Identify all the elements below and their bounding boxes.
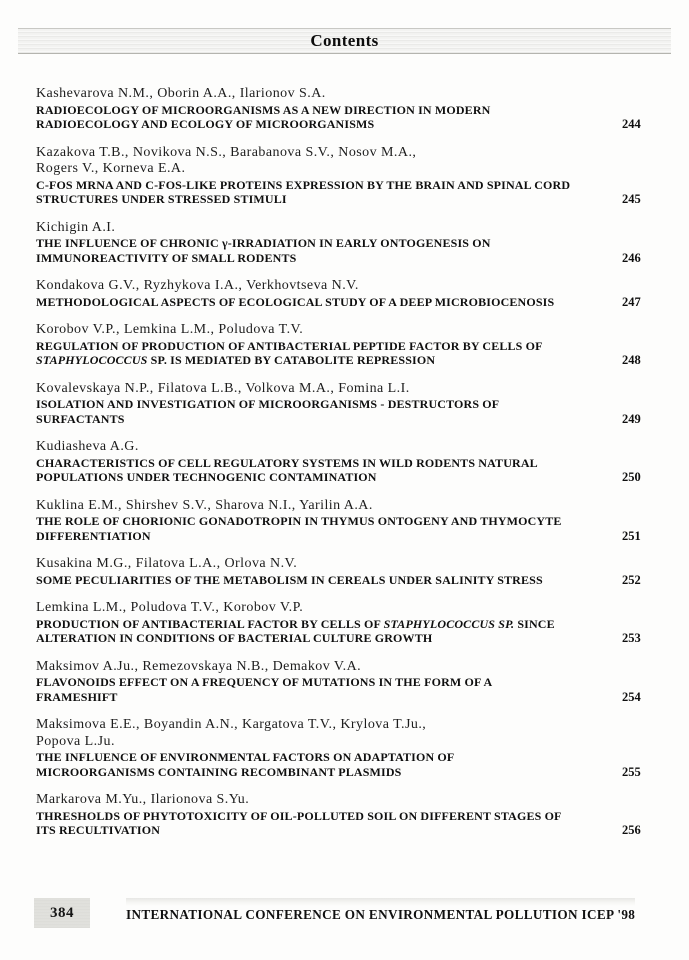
page-title: Contents <box>310 31 379 50</box>
toc-entry-page: 253 <box>622 631 641 645</box>
toc-title-line: FLAVONOIDS EFFECT ON A FREQUENCY OF MUTATIONS IN THE FORM OF A <box>36 675 493 689</box>
toc-entry-page: 248 <box>622 353 641 367</box>
toc-title-line: ALTERATION IN CONDITIONS OF BACTERIAL CULTURE GROWTH <box>36 631 433 645</box>
toc-entry-page: 246 <box>622 250 641 265</box>
toc-entry-title-row <box>36 750 661 779</box>
toc-author-line: Popova L.Ju. <box>36 733 115 749</box>
toc-title-line: DIFFERENTIATION <box>36 528 151 543</box>
toc-entry-title-row <box>36 573 661 588</box>
toc-title-line: PRODUCTION OF ANTIBACTERIAL FACTOR BY CELLS OF STAPHYLOCOCCUS SP. SINCE <box>36 616 555 631</box>
toc-author-line: Kovalevskaya N.P., Filatova L.B., Volkova M.A., Fomina L.I. <box>36 380 410 396</box>
toc-entry-page: 251 <box>622 528 641 543</box>
toc-title-line: RADIOECOLOGY OF MICROORGANISMS AS A NEW DIRECTION IN MODERN <box>36 102 491 117</box>
toc-author-line: Maksimov A.Ju., Remezovskaya N.B., Demakov V.A. <box>36 658 362 674</box>
toc-entry-title <box>36 397 622 426</box>
toc-entry-title-row <box>36 295 661 310</box>
toc-entry <box>36 498 661 544</box>
toc-title-line: THE INFLUENCE OF CHRONIC γ-IRRADIATION IN EARLY ONTOGENESIS ON <box>36 236 491 250</box>
toc-entry-authors <box>36 659 661 676</box>
toc-entry-page: 250 <box>622 470 641 484</box>
toc-author-line: Maksimova E.E., Boyandin A.N., Kargatova T.V., Krylova T.Ju., <box>36 717 427 732</box>
toc-title-line: POPULATIONS UNDER TECHNOGENIC CONTAMINATION <box>36 470 377 484</box>
toc-author-line: Kusakina M.G., Filatova L.A., Orlova N.V. <box>36 556 298 571</box>
toc-entry-title-row <box>36 675 661 704</box>
toc-author-line: Kashevarova N.M., Oborin A.A., Ilarionov S.A. <box>36 86 326 101</box>
toc-entry-title-row <box>36 809 661 838</box>
footer-conference-title: INTERNATIONAL CONFERENCE ON ENVIRONMENTAL POLLUTION ICEP '98 <box>126 898 635 923</box>
toc-entry-authors <box>36 278 661 295</box>
toc-author-line: Rogers V., Korneva E.A. <box>36 161 186 176</box>
toc-entry-title-row <box>36 103 661 132</box>
toc-title-line: C-FOS MRNA AND C-FOS-LIKE PROTEINS EXPRESSION BY THE BRAIN AND SPINAL CORD <box>36 177 571 192</box>
toc-entry-title-row <box>36 397 661 426</box>
footer <box>34 898 667 928</box>
toc-entry-page: 256 <box>622 823 641 837</box>
toc-title-line: IMMUNOREACTIVITY OF SMALL RODENTS <box>36 250 297 265</box>
toc-entry-title-row <box>36 514 661 543</box>
toc-entry-title <box>36 675 622 704</box>
toc-entry-title-row <box>36 339 661 368</box>
toc-entry-page: 247 <box>622 294 641 309</box>
toc-entry-authors <box>36 86 661 103</box>
toc-title-line: SURFACTANTS <box>36 411 125 426</box>
toc-title-line: THE INFLUENCE OF ENVIRONMENTAL FACTORS ON ADAPTATION OF <box>36 750 455 764</box>
toc-entry-title <box>36 514 622 543</box>
toc-entry <box>36 145 661 207</box>
toc-entry-title <box>36 750 622 779</box>
toc-entry <box>36 600 661 646</box>
toc-author-line: Kondakova G.V., Ryzhykova I.A., Verkhovtseva N.V. <box>36 278 359 293</box>
toc-title-line: THRESHOLDS OF PHYTOTOXICITY OF OIL-POLLUTED SOIL ON DIFFERENT STAGES OF <box>36 808 562 823</box>
toc-title-line: METHODOLOGICAL ASPECTS OF ECOLOGICAL STUDY OF A DEEP MICROBIOCENOSIS <box>36 294 555 309</box>
toc-author-line: Kudiasheva A.G. <box>36 439 139 454</box>
toc-entry-authors <box>36 145 661 178</box>
toc-entry-page: 245 <box>622 192 641 206</box>
toc-entry <box>36 278 661 309</box>
toc-entry-title <box>36 103 622 132</box>
toc-title-line: RADIOECOLOGY AND ECOLOGY OF MICROORGANISMS <box>36 117 375 131</box>
toc-title-line: ISOLATION AND INVESTIGATION OF MICROORGANISMS - DESTRUCTORS OF <box>36 397 500 411</box>
toc-title-line: SOME PECULIARITIES OF THE METABOLISM IN CEREALS UNDER SALINITY STRESS <box>36 572 543 587</box>
toc-entry <box>36 792 661 838</box>
toc-title-line: STAPHYLOCOCCUS SP. IS MEDIATED BY CATABOLITE REPRESSION <box>36 353 436 367</box>
toc-author-line: Markarova M.Yu., Ilarionova S.Yu. <box>36 792 250 807</box>
toc-entry-authors <box>36 381 661 398</box>
toc-author-line: Kazakova T.B., Novikova N.S., Barabanova S.V., Nosov M.A., <box>36 144 417 160</box>
toc-author-line: Korobov V.P., Lemkina L.M., Poludova T.V. <box>36 322 304 337</box>
toc-entry-authors <box>36 439 661 456</box>
toc-entry <box>36 439 661 485</box>
toc-entry-page: 244 <box>622 117 641 131</box>
toc-entry-authors <box>36 717 661 750</box>
toc-entry-title <box>36 456 622 485</box>
toc-entry-title <box>36 573 622 588</box>
toc-title-line: ITS RECULTIVATION <box>36 823 161 837</box>
toc-author-line: Kuklina E.M., Shirshev S.V., Sharova N.I., Yarilin A.A. <box>36 497 373 513</box>
toc-entry-title <box>36 617 622 646</box>
footer-page-number: 384 <box>34 898 90 928</box>
toc-entry <box>36 220 661 266</box>
toc-entry-title <box>36 178 622 207</box>
toc-entry-title-row <box>36 456 661 485</box>
toc-entry-authors <box>36 600 661 617</box>
toc-entry <box>36 717 661 779</box>
toc-author-line: Lemkina L.M., Poludova T.V., Korobov V.P. <box>36 600 304 615</box>
toc-entry-page: 252 <box>622 572 641 587</box>
toc-entry-authors <box>36 792 661 809</box>
toc-title-line: CHARACTERISTICS OF CELL REGULATORY SYSTEMS IN WILD RODENTS NATURAL <box>36 455 538 470</box>
toc-entry-page: 255 <box>622 764 641 779</box>
toc-entry-title-row <box>36 236 661 265</box>
contents-header-band <box>18 28 671 54</box>
toc-entry <box>36 556 661 587</box>
toc-entry-title <box>36 339 622 368</box>
toc-entry <box>36 659 661 705</box>
toc-entry-authors <box>36 556 661 573</box>
toc-entry-title-row <box>36 617 661 646</box>
toc-entry-title <box>36 809 622 838</box>
toc-entry-page: 249 <box>622 411 641 426</box>
toc-title-line: THE ROLE OF CHORIONIC GONADOTROPIN IN THYMUS ONTOGENY AND THYMOCYTE <box>36 514 562 528</box>
toc-entry-authors <box>36 322 661 339</box>
toc-entry-authors <box>36 220 661 237</box>
toc-list <box>36 86 661 851</box>
toc-author-line: Kichigin A.I. <box>36 219 116 235</box>
toc-entry-page: 254 <box>622 689 641 704</box>
toc-entry-title-row <box>36 178 661 207</box>
toc-entry-title <box>36 295 622 310</box>
toc-title-line: MICROORGANISMS CONTAINING RECOMBINANT PLASMIDS <box>36 764 402 779</box>
toc-entry <box>36 86 661 132</box>
toc-title-line: FRAMESHIFT <box>36 689 118 704</box>
toc-title-line: REGULATION OF PRODUCTION OF ANTIBACTERIAL PEPTIDE FACTOR BY CELLS OF <box>36 338 543 353</box>
toc-entry <box>36 322 661 368</box>
toc-entry <box>36 381 661 427</box>
toc-entry-title <box>36 236 622 265</box>
toc-title-line: STRUCTURES UNDER STRESSED STIMULI <box>36 192 287 206</box>
toc-entry-authors <box>36 498 661 515</box>
